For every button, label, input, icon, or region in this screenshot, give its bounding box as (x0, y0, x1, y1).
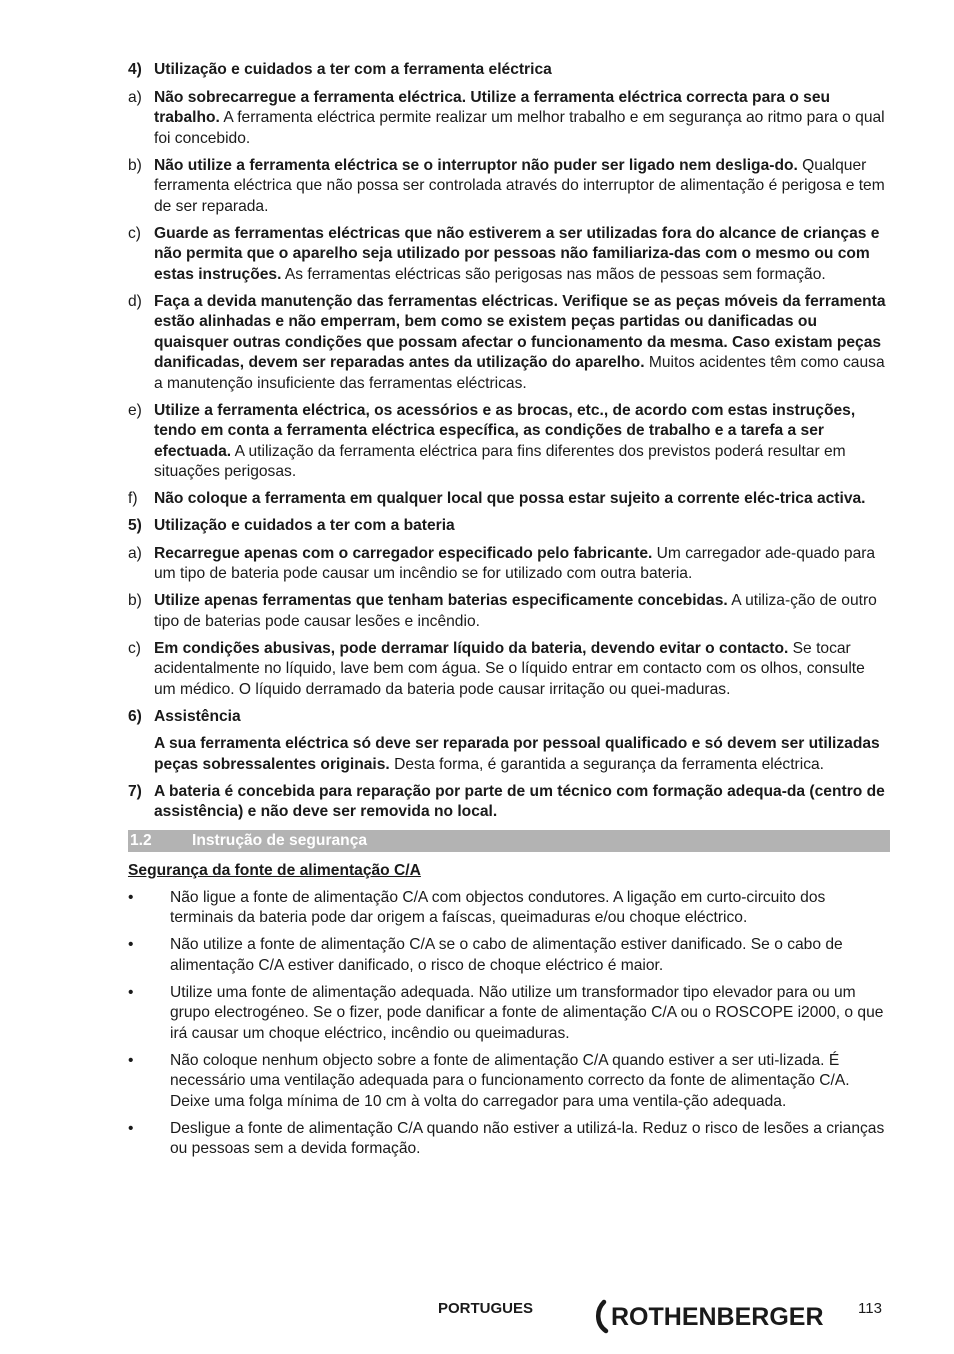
rothenberger-logo (595, 1298, 840, 1339)
section-4-item-b (128, 156, 890, 218)
section-5-item-b (128, 591, 890, 632)
section-5-title: Utilização e cuidados a ter com a bateria (154, 517, 455, 534)
bullet-text: Não ligue a fonte de alimentação C/A com objectos condutores. A ligação em curto-circuito dos terminais da bateria pode dar origem a faíscas, queimaduras e/ou choque eléctrico. (170, 888, 826, 926)
item-label: a) (128, 544, 142, 562)
item-bold-text: Não utilize a ferramenta eléctrica se o interruptor não puder ser ligado nem desliga-do. (154, 156, 798, 174)
bullet-text: Não utilize a fonte de alimentação C/A se o cabo de alimentação estiver danificado. Se o cabo de alimentação C/A estiver danificado, o risco de choque eléctrico é maior. (170, 936, 843, 974)
item-text: A utiliza-ção de outro tipo de baterias pode causar lesões e incêndio. (154, 592, 877, 630)
list-item (128, 983, 890, 1045)
section-4-item-d (128, 292, 890, 395)
page-footer (0, 1298, 954, 1338)
item-bold-text: Faça a devida manutenção das ferramentas eléctricas. Verifique se as peças móveis da ferramenta estão alinhadas e não emperram, bem como se existem peças partidas ou danificadas ou quaisquer outras condições que possam afectar o funcionamento da mesma. Caso existam peças danificadas, devem ser reparadas antes da utilização do aparelho. (154, 292, 886, 371)
section-4-number: 4) (128, 61, 142, 78)
item-bold-text: Em condições abusivas, pode derramar líquido da bateria, devendo evitar o contacto. (154, 639, 789, 657)
item-label: d) (128, 292, 142, 310)
bullet-icon: • (128, 1051, 134, 1069)
page-content (128, 60, 890, 1166)
bullet-icon: • (128, 1119, 134, 1137)
list-item (128, 888, 890, 929)
page-number: 113 (858, 1300, 882, 1317)
section-6-heading (128, 707, 890, 728)
bullet-icon: • (128, 983, 134, 1001)
bullet-icon: • (128, 936, 134, 953)
section-4-title: Utilização e cuidados a ter com a ferramenta eléctrica (154, 61, 552, 78)
item-bold-text: Utilize apenas ferramentas que tenham baterias especificamente concebidas. (154, 592, 728, 609)
section-7-heading (128, 782, 890, 823)
list-item (128, 1051, 890, 1113)
item-label: e) (128, 401, 142, 419)
section-4-item-f (128, 489, 890, 510)
paragraph-bold-text: A sua ferramenta eléctrica só deve ser reparada por pessoal qualificado e só devem ser utilizadas peças sobressalentes originais. (154, 735, 880, 773)
item-label: c) (128, 224, 141, 242)
paragraph-text: Desta forma, é garantida a segurança da ferramenta eléctrica. (389, 755, 825, 773)
list-item (128, 1119, 890, 1160)
bullet-icon: • (128, 888, 134, 906)
section-title: Instrução de segurança (192, 831, 368, 849)
list-item (128, 935, 890, 976)
item-bold-text: Guarde as ferramentas eléctricas que não estiverem a ser utilizadas fora do alcance de crianças e não permita que o aparelho seja utilizado por pessoas não familiariza-das com o mesmo ou com estas instruções. (154, 224, 880, 283)
item-text: As ferramentas eléctricas são perigosas nas mãos de pessoas sem formação. (281, 265, 826, 283)
section-7-number: 7) (128, 782, 142, 800)
section-4-item-e (128, 401, 890, 483)
item-label: b) (128, 592, 142, 609)
section-4-heading (128, 60, 890, 81)
section-6-paragraph (128, 734, 890, 775)
section-6-title: Assistência (154, 707, 241, 725)
bullet-text: Utilize uma fonte de alimentação adequada. Não utilize um transformador tipo elevador para ou um grupo electrogéneo. Se o fizer, pode danificar a fonte de alimentação C/A ou o ROSCOPE i2000, o que irá causar um choque eléctrico, incêndio ou queimaduras. (170, 983, 884, 1042)
item-text: A utilização da ferramenta eléctrica para fins diferentes dos previstos poderá resultar em situações perigosas. (154, 442, 846, 480)
section-7-text: A bateria é concebida para reparação por parte de um técnico com formação adequa-da (centro de assistência) e não deve ser removida no local. (154, 782, 885, 820)
section-5-item-a (128, 544, 890, 585)
item-text: Qualquer ferramenta eléctrica que não possa ser controlada através do interruptor de alimentação é perigosa e tem de ser reparada. (154, 156, 885, 215)
logo-wordmark: ROTHENBERGER (611, 1303, 824, 1331)
item-bold-text: Utilize a ferramenta eléctrica, os acessórios e as brocas, etc., de acordo com estas instruções, tendo em conta a ferramenta eléctrica específica, as condições de trabalho e a tarefa a ser efectuada. (154, 401, 856, 460)
bullet-text: Não coloque nenhum objecto sobre a fonte de alimentação C/A quando estiver a ser uti-lizada. É necessário uma ventilação adequada para o funcionamento correcto da fonte de alimentação C/A. Deixe uma folga mínima de 10 cm à volta do carregador para uma ventila-ção adequada. (170, 1051, 850, 1110)
item-label: b) (128, 156, 142, 174)
section-6-number: 6) (128, 707, 142, 725)
subheading: Segurança da fonte de alimentação C/A (128, 861, 421, 879)
bullet-text: Desligue a fonte de alimentação C/A quando não estiver a utilizá-la. Reduz o risco de lesões a crianças ou pessoas sem a devida formação. (170, 1119, 885, 1157)
section-heading-bar (128, 830, 890, 852)
item-text: Se tocar acidentalmente no líquido, lave bem com água. Se o líquido entrar em contacto com os olhos, consulte um médico. O líquido derramado da bateria pode causar irritação ou quei-maduras. (154, 639, 865, 698)
section-4-item-c (128, 224, 890, 286)
item-label: a) (128, 88, 142, 106)
item-bold-text: Não sobrecarregue a ferramenta eléctrica. Utilize a ferramenta eléctrica correcta para o seu trabalho. (154, 88, 831, 126)
item-text: A ferramenta eléctrica permite realizar um melhor trabalho e em segurança ao ritmo para o qual foi concebido. (154, 109, 885, 147)
item-text: Muitos acidentes têm como causa a manutenção insuficiente das ferramentas eléctricas. (154, 354, 885, 392)
section-5-heading (128, 516, 890, 537)
item-bold-text: Recarregue apenas com o carregador especificado pelo fabricante. (154, 544, 653, 562)
section-4-item-a (128, 88, 890, 150)
item-label: f) (128, 490, 138, 507)
section-5-number: 5) (128, 517, 142, 534)
item-text: Um carregador ade-quado para um tipo de bateria pode causar um incêndio se for utilizado com outra bateria. (154, 544, 876, 582)
footer-language: PORTUGUES (438, 1300, 534, 1317)
section-5-item-c (128, 639, 890, 701)
item-label: c) (128, 639, 141, 657)
item-bold-text: Não coloque a ferramenta em qualquer local que possa estar sujeito a corrente eléc-trica activa. (154, 490, 866, 507)
section-number: 1.2 (130, 831, 152, 849)
